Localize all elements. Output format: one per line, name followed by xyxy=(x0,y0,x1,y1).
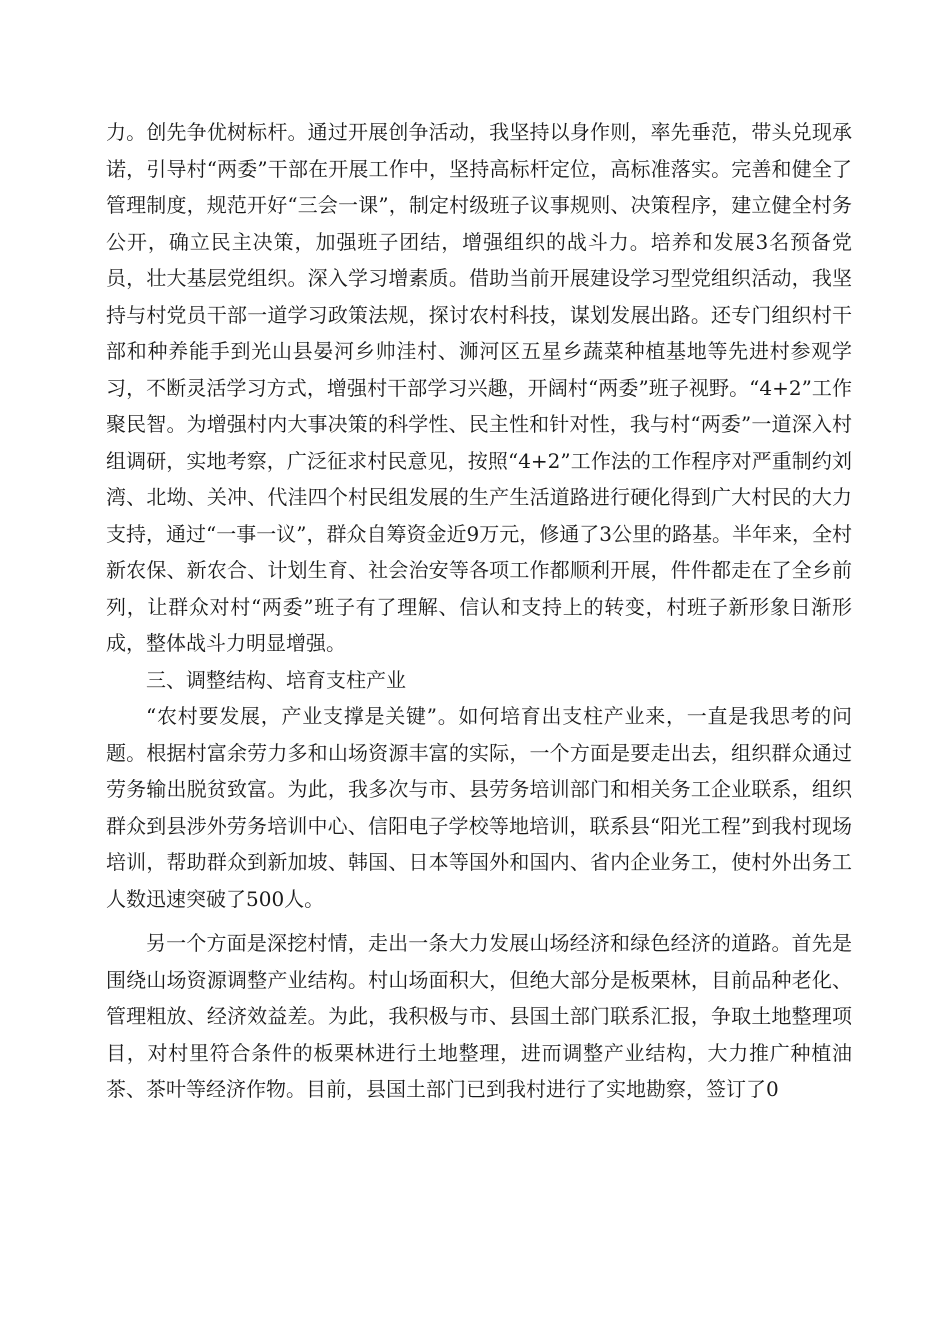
paragraph-mountain-economy: 另一个方面是深挖村情，走出一条大力发展山场经济和绿色经济的道路。首先是围绕山场资源调整产业结构。村山场面积大，但绝大部分是板栗林，目前品种老化、管理粗放、经济效益差。为此，我积极与市、县国土部门联系汇报，争取土地整理项目，对村里符合条件的板栗林进行土地整理，进而调整产业结构，大力推广种植油茶、茶叶等经济作物。目前，县国土部门已到我村进行了实地勘察，签订了0 xyxy=(106,931,852,1101)
paragraph-party-building: 力。创先争优树标杆。通过开展创争活动，我坚持以身作则，率先垂范，带头兑现承诺，引导村“两委”干部在开展工作中，坚持高标杆定位，高标准落实。完善和健全了管理制度，规范开好“三会一课”，制定村级班子议事规则、决策程序，建立健全村务公开，确立民主决策，加强班子团结，增强组织的战斗力。培养和发展3名预备党员，壮大基层党组织。深入学习增素质。借助当前开展建设学习型党组织活动，我坚持与村党员干部一道学习政策法规，探讨农村科技，谋划发展出路。还专门组织村干部和种养能手到光山县晏河乡帅洼村、浉河区五星乡蔬菜种植基地等先进村参观学习，不断灵活学习方式，增强村干部学习兴趣，开阔村“两委”班子视野。“4+2”工作聚民智。为增强村内大事决策的科学性、民主性和针对性，我与村“两委”一道深入村组调研，实地考察，广泛征求村民意见，按照“4+2”工作法的工作程序对严重制约刘湾、北坳、关冲、代洼四个村民组发展的生产生活道路进行硬化得到广大村民的大力支持，通过“一事一议”，群众自筹资金近9万元，修通了3公里的路基。半年来，全村新农保、新农合、计划生育、社会治安等各项工作都顺利开展，件件都走在了全乡前列，让群众对村“两委”班子有了理解、信认和支持上的转变，村班子新形象日渐形成，整体战斗力明显增强。 xyxy=(106,120,852,655)
paragraph-labor-export: “农村要发展，产业支撑是关键”。如何培育出支柱产业来，一直是我思考的问题。根据村富余劳力多和山场资源丰富的实际，一个方面是要走出去，组织群众通过劳务输出脱贫致富。为此，我多次与市、县劳务培训部门和相关务工企业联系，组织群众到县涉外劳务培训中心、信阳电子学校等地培训，联系县“阳光工程”到我村现场培训，帮助群众到新加坡、韩国、日本等国外和国内、省内企业务工，使村外出务工人数迅速突破了500人。 xyxy=(106,704,852,911)
document-page xyxy=(106,114,852,1108)
section-heading-industry: 三、调整结构、培育支柱产业 xyxy=(146,667,406,692)
